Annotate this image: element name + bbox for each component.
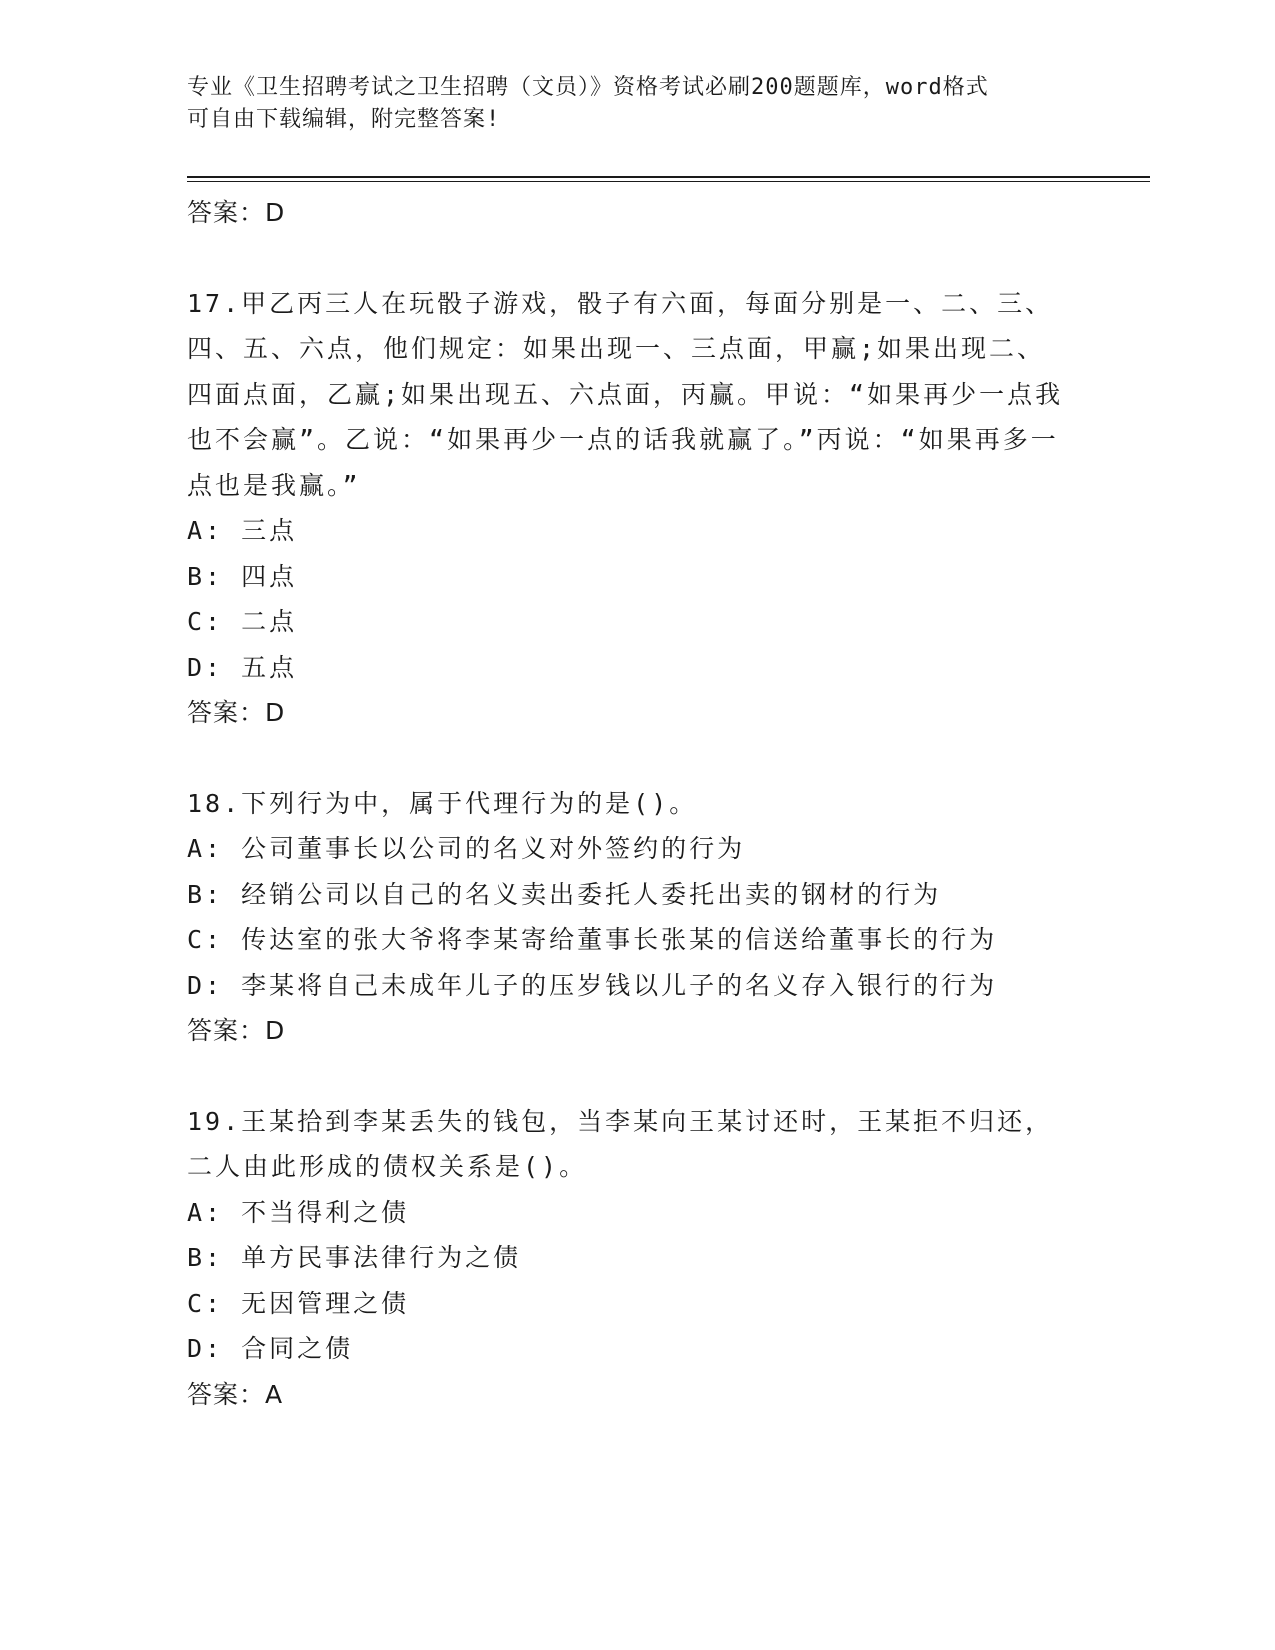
- header-line-2: 可自由下载编辑，附完整答案!: [187, 107, 501, 132]
- header-divider-thick: [187, 176, 1150, 178]
- header-divider-thin: [187, 181, 1150, 182]
- answer-line: 答案：D: [187, 1016, 286, 1045]
- spacer: [187, 736, 1067, 781]
- option-d: D: 李某将自己未成年儿子的压岁钱以儿子的名义存入银行的行为: [187, 970, 998, 1000]
- spacer: [187, 236, 1067, 281]
- question-block-18: [187, 781, 1067, 1054]
- option-d: D: 五点: [187, 652, 298, 682]
- question-content: [187, 190, 1067, 1417]
- answer-line: 答案：D: [187, 698, 286, 727]
- question-stem: 17.甲乙丙三人在玩骰子游戏，骰子有六面，每面分别是一、二、三、四、五、六点，他们规定：如果出现一、三点面，甲赢;如果出现二、四面点面，乙赢;如果出现五、六点面，丙赢。甲说：“如果再少一点我也不会赢”。乙说：“如果再少一点的话我就赢了。”丙说：“如果再多一点也是我赢。”: [187, 288, 1064, 500]
- option-d: D: 合同之债: [187, 1334, 354, 1363]
- option-a: A: 三点: [187, 516, 298, 545]
- option-b: B: 经销公司以自己的名义卖出委托人委托出卖的钢材的行为: [187, 879, 942, 909]
- answer-line: 答案：A: [187, 1379, 284, 1409]
- spacer: [187, 1054, 1067, 1099]
- option-b: B: 四点: [187, 561, 298, 591]
- document-header: [187, 72, 1087, 136]
- option-c: C: 无因管理之债: [187, 1288, 410, 1318]
- question-block-19: [187, 1099, 1067, 1418]
- question-block-17: [187, 281, 1067, 736]
- header-line-1: 专业《卫生招聘考试之卫生招聘（文员）》资格考试必刷200题题库，word格式: [187, 75, 989, 100]
- option-c: C: 传达室的张大爷将李某寄给董事长张某的信送给董事长的行为: [187, 925, 998, 954]
- option-c: C: 二点: [187, 607, 298, 636]
- question-stem: 18.下列行为中，属于代理行为的是()。: [187, 788, 698, 818]
- question-stem: 19.王某拾到李某丢失的钱包，当李某向王某讨还时，王某拒不归还，二人由此形成的债权关系是()。: [187, 1106, 1054, 1181]
- option-a: A: 不当得利之债: [187, 1197, 410, 1227]
- option-a: A: 公司董事长以公司的名义对外签约的行为: [187, 834, 746, 863]
- answer-line: 答案：D: [187, 198, 286, 227]
- option-b: B: 单方民事法律行为之债: [187, 1243, 522, 1272]
